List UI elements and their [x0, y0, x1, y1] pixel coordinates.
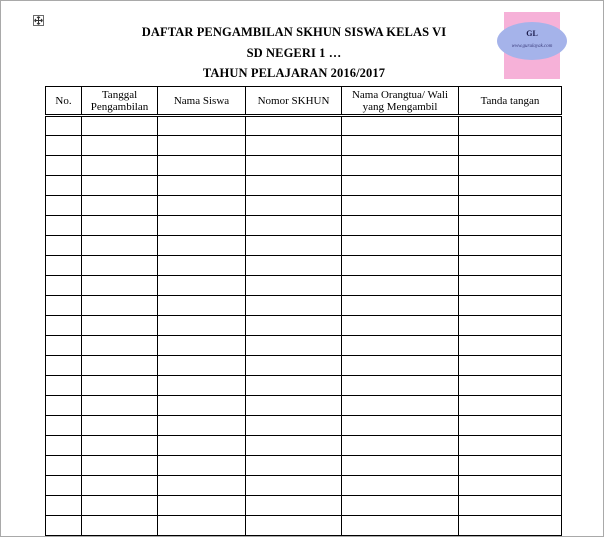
header-no: No. — [46, 87, 82, 116]
table-row — [46, 356, 562, 376]
table-cell[interactable] — [459, 496, 562, 516]
table-row — [46, 236, 562, 256]
table-row — [46, 116, 562, 136]
table-cell[interactable] — [158, 116, 246, 136]
table-cell[interactable] — [459, 276, 562, 296]
table-cell[interactable] — [158, 456, 246, 476]
table-cell[interactable] — [46, 396, 82, 416]
table-cell[interactable] — [342, 496, 459, 516]
table-row — [46, 276, 562, 296]
table-header-row — [46, 87, 562, 116]
table-cell[interactable] — [46, 236, 82, 256]
table-cell[interactable] — [342, 476, 459, 496]
table-cell[interactable] — [82, 196, 158, 216]
table-cell[interactable] — [46, 196, 82, 216]
table-cell[interactable] — [459, 436, 562, 456]
table-row — [46, 296, 562, 316]
table-row — [46, 256, 562, 276]
table-cell[interactable] — [82, 496, 158, 516]
table-cell[interactable] — [342, 296, 459, 316]
academic-year: TAHUN PELAJARAN 2016/2017 — [202, 66, 386, 80]
table-row — [46, 336, 562, 356]
table-row — [46, 376, 562, 396]
table-cell[interactable] — [158, 156, 246, 176]
table-cell[interactable] — [82, 216, 158, 236]
table-cell[interactable] — [342, 196, 459, 216]
table-cell[interactable] — [459, 156, 562, 176]
table-cell[interactable] — [459, 216, 562, 236]
table-cell[interactable] — [459, 356, 562, 376]
table-cell[interactable] — [459, 456, 562, 476]
table-cell[interactable] — [158, 516, 246, 536]
table-cell[interactable] — [46, 356, 82, 376]
table-cell[interactable] — [82, 396, 158, 416]
table-row — [46, 436, 562, 456]
table-cell[interactable] — [459, 396, 562, 416]
table-cell[interactable] — [459, 256, 562, 276]
table-row — [46, 396, 562, 416]
table-cell[interactable] — [342, 436, 459, 456]
table-cell[interactable] — [246, 476, 342, 496]
table-cell[interactable] — [158, 356, 246, 376]
table-cell[interactable] — [342, 276, 459, 296]
table-cell[interactable] — [158, 176, 246, 196]
table-cell[interactable] — [246, 376, 342, 396]
logo-website: www.gurulayak.com — [511, 44, 553, 49]
table-cell[interactable] — [246, 496, 342, 516]
table-cell[interactable] — [342, 356, 459, 376]
table-row — [46, 136, 562, 156]
table-cell[interactable] — [158, 496, 246, 516]
table-cell[interactable] — [459, 136, 562, 156]
pickup-table — [45, 86, 562, 536]
table-row — [46, 496, 562, 516]
table-cell[interactable] — [82, 476, 158, 496]
header-nama-orangtua: Nama Orangtua/ Wali yang Mengambil — [342, 87, 459, 116]
table-cell[interactable] — [246, 176, 342, 196]
table-cell[interactable] — [158, 476, 246, 496]
document-title: DAFTAR PENGAMBILAN SKHUN SISWA KELAS VI — [141, 25, 447, 39]
table-cell[interactable] — [459, 376, 562, 396]
table-cell[interactable] — [158, 436, 246, 456]
table-cell[interactable] — [246, 416, 342, 436]
table-cell[interactable] — [342, 456, 459, 476]
table-cell[interactable] — [342, 176, 459, 196]
table-cell[interactable] — [342, 216, 459, 236]
table-cell[interactable] — [158, 276, 246, 296]
table-cell[interactable] — [158, 316, 246, 336]
table-cell[interactable] — [158, 216, 246, 236]
table-cell[interactable] — [246, 116, 342, 136]
table-cell[interactable] — [459, 516, 562, 536]
school-name: SD NEGERI 1 … — [246, 46, 342, 60]
table-row — [46, 216, 562, 236]
table-cell[interactable] — [246, 316, 342, 336]
table-cell[interactable] — [158, 396, 246, 416]
table-cell[interactable] — [459, 176, 562, 196]
logo — [504, 12, 560, 79]
table-cell[interactable] — [459, 236, 562, 256]
table-cell[interactable] — [342, 256, 459, 276]
table-row — [46, 456, 562, 476]
table-cell[interactable] — [246, 156, 342, 176]
table-cell[interactable] — [158, 136, 246, 156]
table-cell[interactable] — [46, 516, 82, 536]
table-cell[interactable] — [246, 196, 342, 216]
table-cell[interactable] — [82, 176, 158, 196]
table-cell[interactable] — [342, 316, 459, 336]
table-cell[interactable] — [82, 256, 158, 276]
table-cell[interactable] — [342, 516, 459, 536]
table-cell[interactable] — [46, 436, 82, 456]
table-cell[interactable] — [82, 316, 158, 336]
table-cell[interactable] — [342, 396, 459, 416]
logo-ellipse — [497, 22, 567, 60]
table-cell[interactable] — [342, 116, 459, 136]
header-nomor-skhun: Nomor SKHUN — [246, 87, 342, 116]
header-nama-siswa: Nama Siswa — [158, 87, 246, 116]
table-cell[interactable] — [82, 356, 158, 376]
table-cell[interactable] — [246, 276, 342, 296]
table-cell[interactable] — [246, 396, 342, 416]
table-cell[interactable] — [46, 416, 82, 436]
table-cell[interactable] — [46, 176, 82, 196]
header-tanda-tangan: Tanda tangan — [459, 87, 562, 116]
table-row — [46, 476, 562, 496]
table-cell[interactable] — [246, 296, 342, 316]
header-tanggal-pengambilan: Tanggal Pengambilan — [82, 87, 158, 116]
table-cell[interactable] — [158, 296, 246, 316]
table-cell[interactable] — [246, 236, 342, 256]
table-cell[interactable] — [46, 256, 82, 276]
table-cell[interactable] — [459, 196, 562, 216]
table-row — [46, 196, 562, 216]
table-cell[interactable] — [158, 336, 246, 356]
table-cell[interactable] — [246, 336, 342, 356]
table-cell[interactable] — [246, 136, 342, 156]
table-cell[interactable] — [82, 136, 158, 156]
table-cell[interactable] — [46, 456, 82, 476]
table-cell[interactable] — [46, 276, 82, 296]
table-cell[interactable] — [158, 416, 246, 436]
table-cell[interactable] — [158, 256, 246, 276]
table-cell[interactable] — [459, 476, 562, 496]
table-cell[interactable] — [459, 416, 562, 436]
table-cell[interactable] — [459, 116, 562, 136]
table-cell[interactable] — [46, 156, 82, 176]
table-cell[interactable] — [46, 476, 82, 496]
table-cell[interactable] — [459, 336, 562, 356]
table-cell[interactable] — [82, 276, 158, 296]
table-cell[interactable] — [342, 156, 459, 176]
table-row — [46, 156, 562, 176]
table-cell[interactable] — [46, 316, 82, 336]
table-cell[interactable] — [82, 156, 158, 176]
table-cell[interactable] — [82, 376, 158, 396]
table-cell[interactable] — [246, 456, 342, 476]
table-cell[interactable] — [46, 296, 82, 316]
table-cell[interactable] — [82, 116, 158, 136]
table-row — [46, 516, 562, 536]
table-cell[interactable] — [158, 196, 246, 216]
table-cell[interactable] — [158, 376, 246, 396]
table-cell[interactable] — [246, 256, 342, 276]
table-cell[interactable] — [82, 436, 158, 456]
table-cell[interactable] — [342, 336, 459, 356]
table-cell[interactable] — [342, 376, 459, 396]
table-cell[interactable] — [158, 236, 246, 256]
logo-initials: GL — [526, 29, 538, 38]
table-cell[interactable] — [82, 236, 158, 256]
table-cell[interactable] — [46, 116, 82, 136]
table-cell[interactable] — [246, 516, 342, 536]
table-cell[interactable] — [459, 296, 562, 316]
table-cell[interactable] — [82, 516, 158, 536]
table-cell[interactable] — [246, 216, 342, 236]
table-cell[interactable] — [459, 316, 562, 336]
table-cell[interactable] — [82, 336, 158, 356]
table-cell[interactable] — [82, 416, 158, 436]
table-cell[interactable] — [46, 336, 82, 356]
table-cell[interactable] — [82, 456, 158, 476]
table-cell[interactable] — [342, 416, 459, 436]
table-cell[interactable] — [46, 136, 82, 156]
table-cell[interactable] — [46, 216, 82, 236]
table-row — [46, 316, 562, 336]
table-cell[interactable] — [46, 376, 82, 396]
table-cell[interactable] — [82, 296, 158, 316]
table-row — [46, 176, 562, 196]
table-cell[interactable] — [342, 136, 459, 156]
table-row — [46, 416, 562, 436]
table-cell[interactable] — [46, 496, 82, 516]
table-cell[interactable] — [246, 436, 342, 456]
table-cell[interactable] — [246, 356, 342, 376]
table-body — [46, 116, 562, 536]
table-cell[interactable] — [342, 236, 459, 256]
